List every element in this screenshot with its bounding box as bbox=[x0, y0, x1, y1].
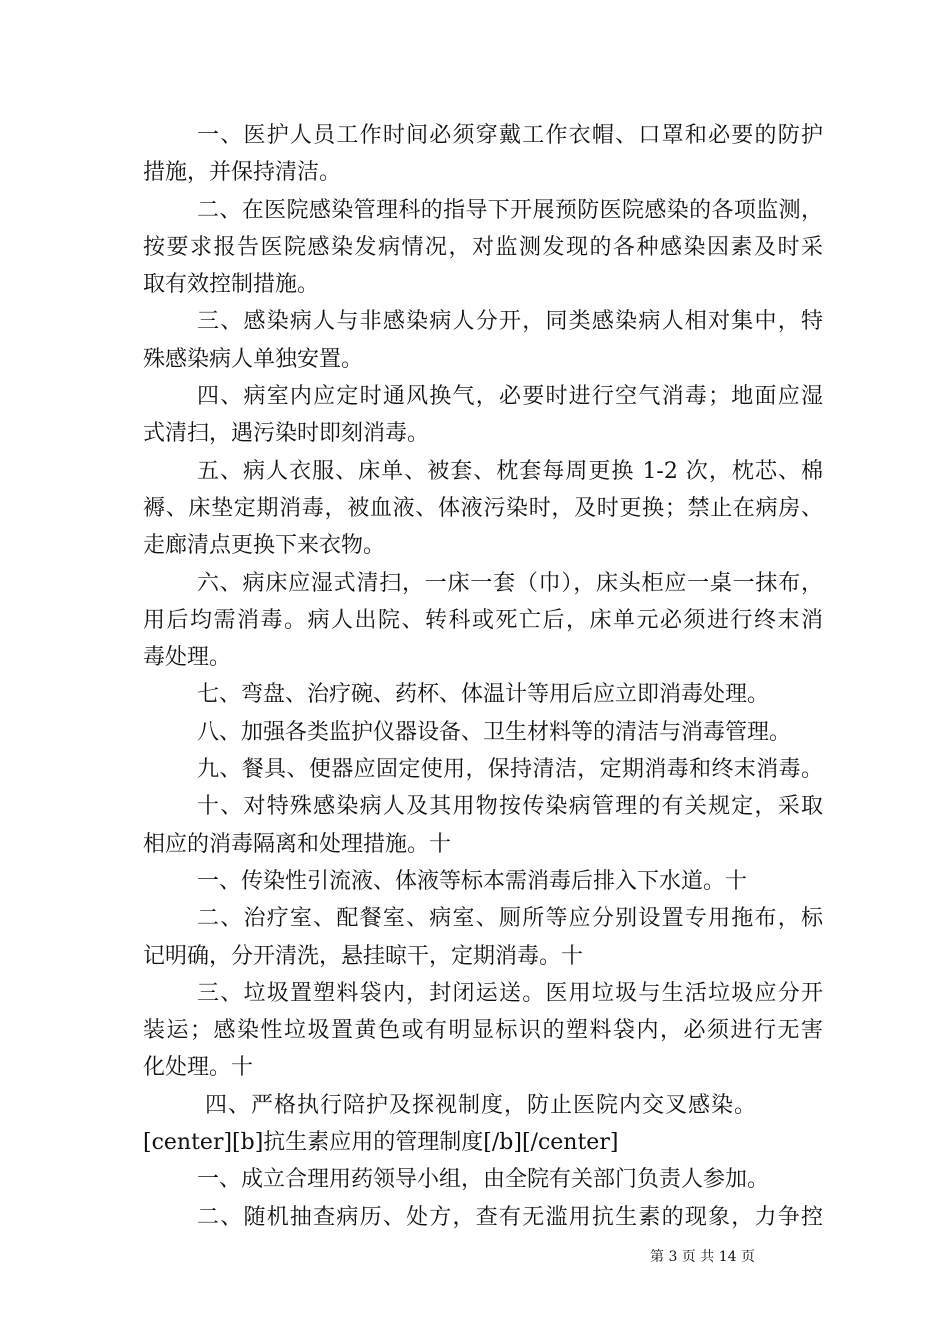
text-line: 一、传染性引流液、体液等标本需消毒后排入下水道。十 bbox=[197, 868, 748, 894]
text-line: 按要求报告医院感染发病情况，对监测发现的各种感染因素及时采 bbox=[143, 234, 823, 260]
text-line: 一、医护人员工作时间必须穿戴工作衣帽、口罩和必要的防护 bbox=[197, 123, 823, 148]
text-line: 三、垃圾置塑料袋内，封闭运送。医用垃圾与生活垃圾应分开 bbox=[197, 980, 823, 1006]
text-line: 记明确，分开清洗，悬挂晾干，定期消毒。十 bbox=[143, 943, 584, 969]
text-line: 殊感染病人单独安置。 bbox=[143, 346, 364, 372]
section-heading-markup: [center][b]抗生素应用的管理制度[/b][/center] bbox=[143, 1130, 619, 1156]
text-line: 十、对特殊感染病人及其用物按传染病管理的有关规定，采取 bbox=[197, 794, 823, 820]
text-line: 褥、床垫定期消毒，被血液、体液污染时，及时更换；禁止在病房、 bbox=[143, 495, 823, 521]
text-line: 取有效控制措施。 bbox=[143, 272, 320, 298]
text-line: 四、严格执行陪护及探视制度，防止医院内交叉感染。 bbox=[205, 1092, 758, 1118]
text-line: 走廊清点更换下来衣物。 bbox=[143, 533, 386, 559]
text-line: 毒处理。 bbox=[143, 645, 232, 671]
page-number: 第 3 页 共 14 页 bbox=[650, 1249, 755, 1265]
text-line: 二、在医院感染管理科的指导下开展预防医院感染的各项监测， bbox=[197, 197, 823, 223]
document-body bbox=[143, 117, 823, 1236]
text-line: 八、加强各类监护仪器设备、卫生材料等的清洁与消毒管理。 bbox=[197, 719, 792, 745]
text-line: 六、病床应湿式清扫，一床一套（巾），床头柜应一桌一抹布， bbox=[197, 570, 823, 596]
text-line: 式清扫，遇污染时即刻消毒。 bbox=[143, 421, 430, 447]
text-line: 用后均需消毒。病人出院、转科或死亡后，床单元必须进行终末消 bbox=[143, 607, 823, 633]
text-line: 二、随机抽查病历、处方，查有无滥用抗生素的现象，力争控 bbox=[197, 1204, 823, 1230]
text-line: 化处理。十 bbox=[143, 1055, 254, 1081]
text-line: 相应的消毒隔离和处理措施。十 bbox=[143, 831, 452, 857]
text-line: 装运；感染性垃圾置黄色或有明显标识的塑料袋内，必须进行无害 bbox=[143, 1018, 823, 1044]
text-line: 九、餐具、便器应固定使用，保持清洁，定期消毒和终末消毒。 bbox=[197, 757, 823, 783]
text-line: 四、病室内应定时通风换气，必要时进行空气消毒；地面应湿 bbox=[197, 384, 823, 410]
text-line: 一、成立合理用药领导小组，由全院有关部门负责人参加。 bbox=[197, 1167, 770, 1193]
text-line: 七、弯盘、治疗碗、药杯、体温计等用后应立即消毒处理。 bbox=[197, 682, 770, 708]
text-line: 措施，并保持清洁。 bbox=[143, 160, 342, 186]
text-line: 三、感染病人与非感染病人分开，同类感染病人相对集中，特 bbox=[197, 309, 823, 335]
text-line: 五、病人衣服、床单、被套、枕套每周更换 1-2 次，枕芯、棉 bbox=[197, 458, 823, 484]
text-line: 二、治疗室、配餐室、病室、厕所等应分别设置专用拖布，标 bbox=[197, 906, 823, 932]
